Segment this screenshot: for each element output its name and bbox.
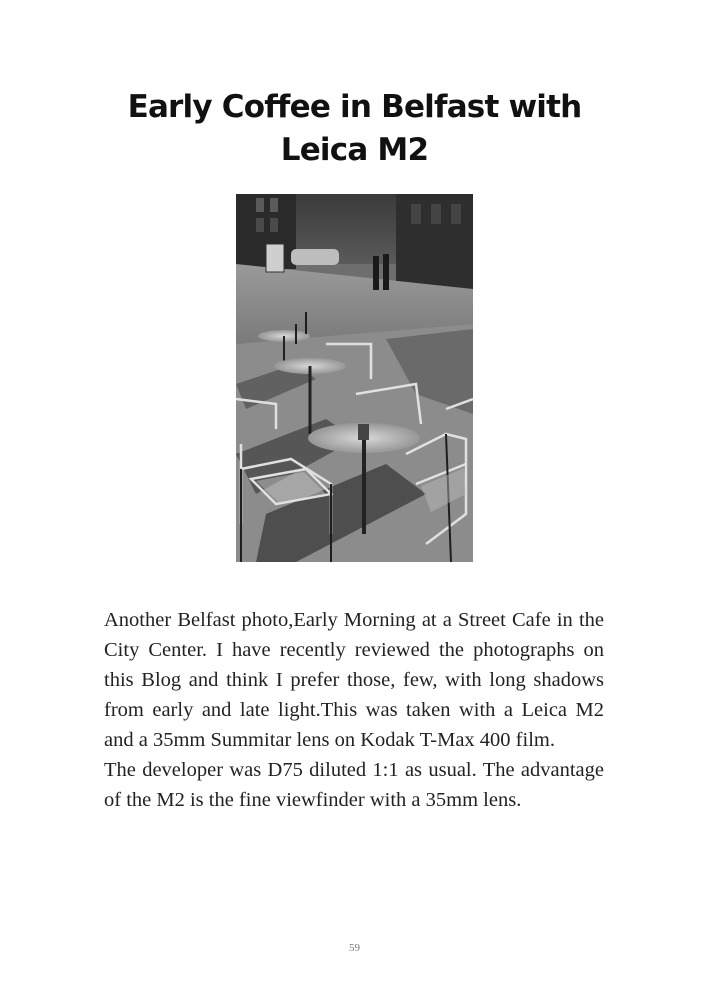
cafe-photograph <box>236 194 473 562</box>
title-line-1: Early Coffee in Belfast with <box>127 89 582 125</box>
article-paragraph-2: The developer was D75 diluted 1:1 as usual. The advantage of the M2 is the fine viewfinder with a 35mm lens. <box>104 759 604 811</box>
page-title <box>60 86 649 172</box>
article-body <box>104 605 604 815</box>
article-paragraph-1: Another Belfast photo,Early Morning at a Street Cafe in the City Center. I have recently reviewed the photographs on this Blog and think I prefer those, few, with long shadows from early and late light.This was taken with a Leica M2 and a 35mm Summitar lens on Kodak T-Max 400 film. <box>104 609 604 751</box>
cafe-photograph-drawing <box>236 194 473 562</box>
page-number: 59 <box>349 942 360 954</box>
title-line-2: Leica M2 <box>280 132 429 168</box>
